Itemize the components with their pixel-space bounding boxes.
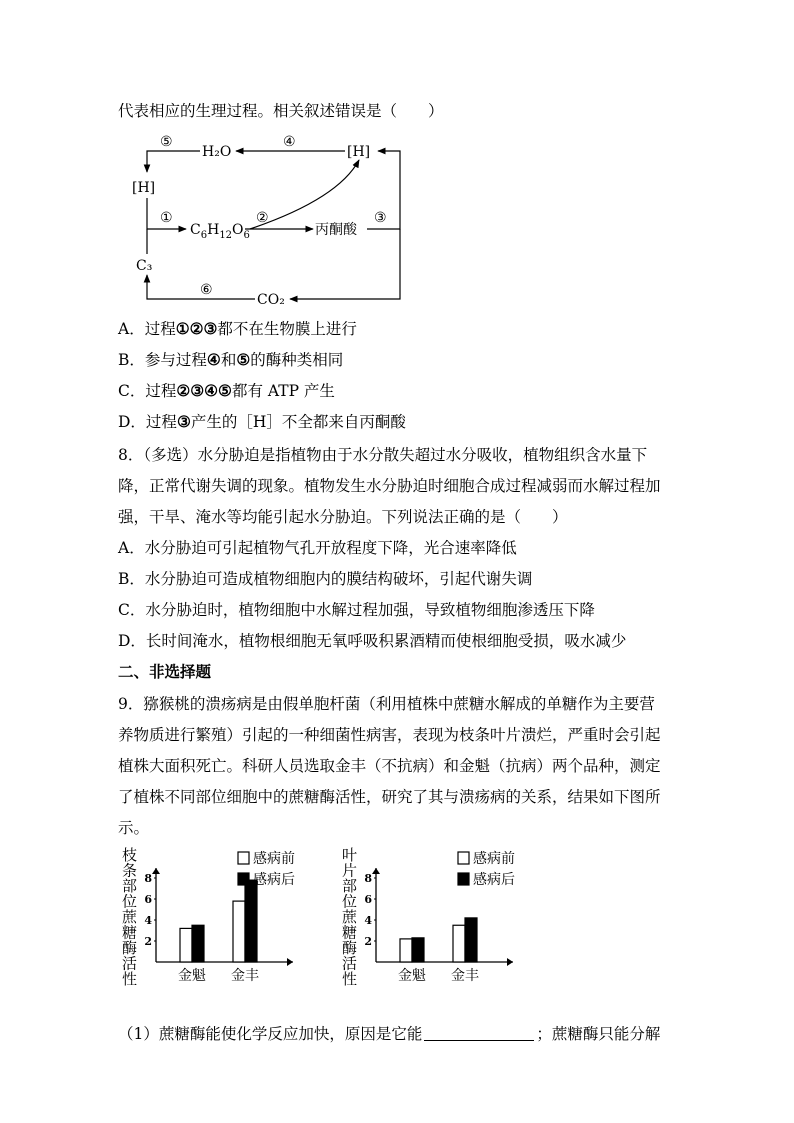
h2o-node: H₂O xyxy=(202,144,232,160)
chart2-bar-金丰-感病后 xyxy=(465,918,477,962)
chart1-y-axis-arrow xyxy=(152,868,160,874)
q8-option-b: B．水分胁迫可造成植物细胞内的膜结构破坏，引起代谢失调 xyxy=(118,570,533,588)
chart1-x-axis-arrow xyxy=(287,958,293,966)
chart2-legend-swatch-感病前 xyxy=(458,852,469,864)
step6-label: ⑥ xyxy=(200,282,213,298)
q7-option-d: D．过程③产生的［H］不全都来自丙酮酸 xyxy=(118,412,406,431)
chart2-legend-感病后: 感病后 xyxy=(473,872,515,888)
chart2-category-金丰: 金丰 xyxy=(451,968,479,984)
chart1-legend-感病前: 感病前 xyxy=(253,851,295,867)
chart2-category-金魁: 金魁 xyxy=(398,968,426,984)
chart2-ytick-2: 2 xyxy=(364,935,372,948)
h-top-node: [H] xyxy=(347,144,371,160)
chart1-ytick-2: 2 xyxy=(144,935,152,948)
arrow-to-co2 xyxy=(290,229,400,299)
chart2-bar-金魁-感病后 xyxy=(412,938,424,962)
chart1-category-金丰: 金丰 xyxy=(231,968,259,984)
q7-option-c: C．过程②③④⑤都有 ATP 产生 xyxy=(118,381,335,400)
q8-option-a: A．水分胁迫可引起植物气孔开放程度下降，光合速率降低 xyxy=(118,539,517,557)
pyruvate-node: 丙酮酸 xyxy=(315,222,357,238)
step1-label: ① xyxy=(160,210,173,226)
chart2-bar-金丰-感病前 xyxy=(453,925,465,962)
chart2-legend-swatch-感病后 xyxy=(458,873,469,885)
step3-label: ③ xyxy=(374,210,387,226)
q7-option-b: B．参与过程④和⑤的酶种类相同 xyxy=(118,350,344,369)
pathway-diagram xyxy=(0,0,794,320)
chart1-ylabel: 枝条部位蔗糖酶活性 xyxy=(122,846,138,988)
q8-stem-line2: 降，正常代谢失调的现象。植物发生水分胁迫时细胞合成过程减弱而水解过程加 xyxy=(118,477,661,495)
chart1-legend-swatch-感病前 xyxy=(238,852,249,864)
section-heading: 二、非选择题 xyxy=(118,662,212,681)
chart2-legend-感病前: 感病前 xyxy=(473,851,515,867)
q9-stem-line3: 植株大面积死亡。科研人员选取金丰（不抗病）和金魁（抗病）两个品种，测定 xyxy=(118,757,661,775)
chart-branch xyxy=(118,848,348,998)
chart1-ytick-4: 4 xyxy=(144,914,152,927)
step2-label: ② xyxy=(256,210,269,226)
co2-node: CO₂ xyxy=(257,292,285,308)
chart2-y-axis-arrow xyxy=(372,868,380,874)
answer-blank[interactable] xyxy=(424,1024,534,1041)
arrow-step5 xyxy=(147,151,200,172)
q7-option-a: A．过程①②③都不在生物膜上进行 xyxy=(118,319,357,338)
step4-label: ④ xyxy=(283,134,296,150)
chart1-ytick-6: 6 xyxy=(144,893,152,906)
chart2-x-axis-arrow xyxy=(507,958,513,966)
chart1-bar-金魁-感病后 xyxy=(192,925,204,962)
step5-label: ⑤ xyxy=(160,134,173,150)
chart2-ytick-6: 6 xyxy=(364,893,372,906)
chart1-ytick-8: 8 xyxy=(144,872,152,885)
chart2-ytick-8: 8 xyxy=(364,872,372,885)
glucose-node: $C_6H_{12}O_6$ xyxy=(190,222,250,241)
chart-leaf xyxy=(338,848,568,998)
c3-node: C₃ xyxy=(136,258,153,274)
q8-option-d: D．长时间淹水，植物根细胞无氧呼吸积累酒精而使根细胞受损，吸水减少 xyxy=(118,632,627,650)
chart1-legend-感病后: 感病后 xyxy=(253,872,295,888)
chart1-bar-金魁-感病前 xyxy=(180,928,192,962)
q9-part1: （1）蔗糖酶能使化学反应加快，原因是它能 ；蔗糖酶只能分解 xyxy=(118,1025,661,1043)
chart2-ylabel: 叶片部位蔗糖酶活性 xyxy=(342,846,358,988)
q9-stem-line2: 养物质进行繁殖）引起的一种细菌性病害，表现为枝条叶片溃烂，严重时会引起 xyxy=(118,726,661,744)
chart1-bar-金丰-感病后 xyxy=(245,880,257,962)
h-left-node: [H] xyxy=(132,180,156,196)
q9-stem-line5: 示。 xyxy=(118,819,150,837)
intro-line: 代表相应的生理过程。相关叙述错误是（ ） xyxy=(118,102,444,120)
q9-stem-line4: 了植株不同部位细胞中的蔗糖酶活性，研究了其与溃疡病的关系，结果如下图所 xyxy=(118,788,661,806)
chart1-category-金魁: 金魁 xyxy=(178,968,206,984)
q8-stem-line3: 强，干旱、淹水等均能引起水分胁迫。下列说法正确的是（ ） xyxy=(118,508,568,526)
q8-stem-line1: 8．（多选）水分胁迫是指植物由于水分散失超过水分吸收，植物组织含水量下 xyxy=(118,446,648,464)
chart1-legend-swatch-感病后 xyxy=(238,873,249,885)
q8-option-c: C．水分胁迫时，植物细胞中水解过程加强，导致植物细胞渗透压下降 xyxy=(118,601,595,619)
chart1-bar-金丰-感病前 xyxy=(233,901,245,962)
chart2-ytick-4: 4 xyxy=(364,914,372,927)
chart2-bar-金魁-感病前 xyxy=(400,939,412,962)
q9-stem-line1: 9．猕猴桃的溃疡病是由假单胞杆菌（利用植株中蔗糖水解成的单糖作为主要营 xyxy=(118,695,655,713)
